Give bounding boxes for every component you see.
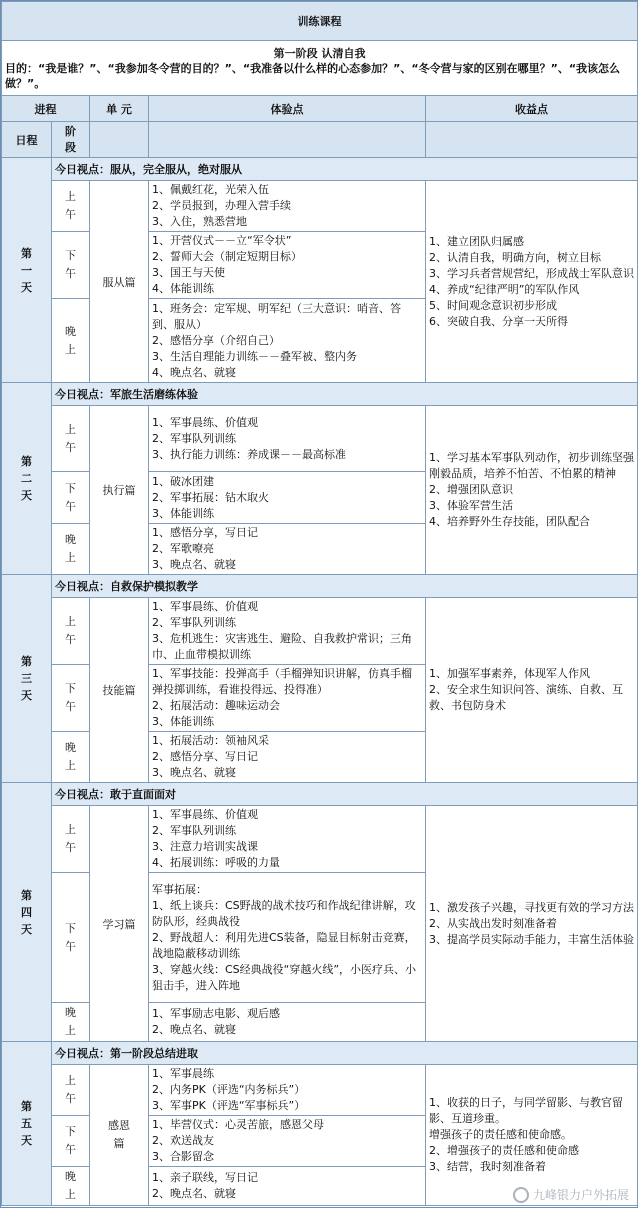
stage-title: 第一阶段 认清自我 bbox=[273, 47, 366, 60]
period-row bbox=[2, 806, 638, 873]
experience-item: 1、军事励志电影、观后感 bbox=[152, 1007, 280, 1020]
gain-item: 1、学习基本军事队列动作，初步训练坚强刚毅品质，培养不怕苦、不怕累的精神 bbox=[429, 451, 634, 480]
gains-list bbox=[426, 406, 638, 575]
period-label bbox=[52, 806, 90, 873]
experience-item: 4、体能训练 bbox=[152, 282, 214, 295]
experience-item: 1、纸上谈兵：CS野战的战术技巧和作战纪律讲解，攻防队形，经典战役 bbox=[152, 898, 416, 928]
period-row bbox=[2, 1065, 638, 1116]
experience-list bbox=[149, 181, 426, 232]
experience-item: 3、合影留念 bbox=[152, 1150, 214, 1163]
experience-list bbox=[149, 806, 426, 873]
experience-item: 2、誓师大会（制定短期目标） bbox=[152, 250, 302, 263]
period-label-text: 晚上 bbox=[65, 741, 76, 772]
period-label bbox=[52, 232, 90, 299]
experience-list bbox=[149, 524, 426, 575]
header-blank-3 bbox=[426, 122, 638, 158]
header-blank-2 bbox=[149, 122, 426, 158]
experience-list bbox=[149, 472, 426, 524]
experience-item: 1、开营仪式－－立“军令状” bbox=[152, 234, 292, 247]
unit-label: 执行篇 bbox=[90, 406, 149, 575]
day-viewpoint: 今日视点：自救保护模拟教学 bbox=[52, 575, 638, 598]
experience-item: 1、军事技能：投弹高手（手榴弹知识讲解，仿真手榴弹投掷训练，看谁投得远、投得准） bbox=[152, 667, 412, 696]
period-label-text: 下午 bbox=[65, 921, 76, 953]
gain-item: 2、增强团队意识 bbox=[429, 483, 513, 496]
period-label-text: 下午 bbox=[65, 481, 76, 513]
experience-item: 3、危机逃生：灾害逃生、避险、自我救护常识；三角巾、止血带模拟训练 bbox=[152, 632, 412, 661]
experience-item: 3、入住，熟悉营地 bbox=[152, 215, 247, 228]
course-table bbox=[1, 1, 638, 1206]
gain-item: 3、结营，我时刻准备着 bbox=[429, 1160, 546, 1173]
period-row bbox=[2, 181, 638, 232]
experience-item: 1、拓展活动：领袖风采 bbox=[152, 734, 269, 747]
experience-item: 2、欢送战友 bbox=[152, 1134, 214, 1147]
gains-list bbox=[426, 598, 638, 783]
experience-item: 2、军歌嘹亮 bbox=[152, 542, 214, 555]
day-viewpoint: 今日视点：服从，完全服从，绝对服从 bbox=[52, 158, 638, 181]
experience-item: 1、班务会：定军规、明军纪（三大意识：哨音、答到、服从） bbox=[152, 301, 401, 331]
day-label bbox=[2, 1042, 52, 1206]
gain-item: 1、激发孩子兴趣，寻找更有效的学习方法 bbox=[429, 900, 634, 914]
experience-list bbox=[149, 1167, 426, 1206]
day-view-row bbox=[2, 575, 638, 598]
period-label bbox=[52, 1116, 90, 1167]
gains-list bbox=[426, 806, 638, 1042]
period-label bbox=[52, 406, 90, 472]
experience-item: 1、军事晨练 bbox=[152, 1067, 214, 1080]
gain-item: 2、增强孩子的责任感和使命感 bbox=[429, 1144, 579, 1157]
header-gains: 收益点 bbox=[426, 96, 638, 122]
gain-item: 4、培养野外生存技能，团队配合 bbox=[429, 515, 590, 528]
period-label bbox=[52, 299, 90, 383]
experience-item: 1、感悟分享，写日记 bbox=[152, 526, 258, 539]
gain-item: 2、安全求生知识问答、演练、自救、互救、书包防身术 bbox=[429, 683, 623, 712]
day-viewpoint: 今日视点：第一阶段总结进取 bbox=[52, 1042, 638, 1065]
header-progress: 进程 bbox=[2, 96, 90, 122]
experience-item: 1、军事晨练、价值观 bbox=[152, 415, 258, 429]
experience-list bbox=[149, 873, 426, 1003]
period-label bbox=[52, 1167, 90, 1206]
day-label-text: 第四天 bbox=[21, 888, 32, 936]
header-unit: 单 元 bbox=[90, 96, 149, 122]
watermark bbox=[513, 1186, 629, 1203]
gain-item: 3、学习兵者营规营纪，形成战士军队意识 bbox=[429, 266, 634, 280]
experience-list bbox=[149, 299, 426, 383]
day-view-row bbox=[2, 1042, 638, 1065]
experience-item: 2、军事拓展：钻木取火 bbox=[152, 490, 269, 504]
experience-item: 3、晚点名、就寝 bbox=[152, 558, 236, 571]
experience-list bbox=[149, 406, 426, 472]
experience-item: 3、穿越火线：CS经典战役“穿越火线”，小医疗兵、小狙击手，进入阵地 bbox=[152, 962, 417, 992]
experience-item: 2、晚点名、就寝 bbox=[152, 1187, 236, 1200]
experience-item: 军事拓展： bbox=[152, 882, 207, 896]
watermark-text: 九峰银力户外拓展 bbox=[532, 1188, 629, 1202]
period-label bbox=[52, 1065, 90, 1116]
day-label-text: 第二天 bbox=[21, 455, 32, 502]
period-label-text: 上午 bbox=[65, 1074, 76, 1105]
period-label-text: 晚上 bbox=[65, 1170, 76, 1201]
period-row bbox=[2, 406, 638, 472]
gain-item: 2、从实战出发时刻准备着 bbox=[429, 916, 557, 930]
experience-item: 1、亲子联线，写日记 bbox=[152, 1171, 258, 1184]
experience-list bbox=[149, 598, 426, 665]
day-label bbox=[2, 383, 52, 575]
experience-item: 2、学员报到，办理入营手续 bbox=[152, 199, 291, 212]
experience-list bbox=[149, 1116, 426, 1167]
experience-item: 3、执行能力训练：养成课－－最高标准 bbox=[152, 447, 346, 461]
experience-item: 1、破冰团建 bbox=[152, 474, 214, 488]
period-label-text: 晚上 bbox=[65, 1006, 76, 1037]
day-label-text: 第一天 bbox=[21, 246, 32, 294]
period-label bbox=[52, 732, 90, 783]
experience-list bbox=[149, 1065, 426, 1116]
day-label bbox=[2, 158, 52, 383]
header-day: 日程 bbox=[2, 122, 52, 158]
period-label-text: 上午 bbox=[65, 190, 76, 221]
gain-item: 1、收获的日子，与同学留影、与教官留影、互道珍重。 bbox=[429, 1096, 623, 1125]
experience-list bbox=[149, 665, 426, 732]
stage-goal-cell bbox=[2, 41, 638, 96]
gain-item: 3、体验军营生活 bbox=[429, 499, 513, 512]
gain-item: 1、加强军事素养，体现军人作风 bbox=[429, 667, 590, 680]
period-label-text: 下午 bbox=[65, 682, 76, 713]
stage-goal: 目的：“我是谁？”、“我参加冬令营的目的？”、“我准备以什么样的心态参加？”、“冬令营与家的区别在哪里？”、“我该怎么做？”。 bbox=[5, 62, 621, 90]
gain-item: 增强孩子的责任感和使命感。 bbox=[429, 1128, 572, 1141]
gain-item: 6、突破自我、分享一天所得 bbox=[429, 314, 568, 328]
experience-item: 3、国王与天使 bbox=[152, 266, 225, 279]
gains-list bbox=[426, 181, 638, 383]
header-blank-1 bbox=[90, 122, 149, 158]
experience-item: 2、内务PK（评选“内务标兵”） bbox=[152, 1083, 306, 1096]
experience-list bbox=[149, 732, 426, 783]
period-label bbox=[52, 665, 90, 732]
header-experience: 体验点 bbox=[149, 96, 426, 122]
header-phase-text: 阶段 bbox=[65, 124, 76, 154]
gain-item: 3、提高学员实际动手能力，丰富生活体验 bbox=[429, 932, 634, 946]
day-label bbox=[2, 575, 52, 783]
day-view-row bbox=[2, 383, 638, 406]
day-view-row bbox=[2, 158, 638, 181]
period-label bbox=[52, 598, 90, 665]
unit-label: 服从篇 bbox=[90, 181, 149, 383]
wechat-logo-icon bbox=[513, 1187, 529, 1203]
gain-item: 1、建立团队归属感 bbox=[429, 234, 524, 248]
day-label bbox=[2, 783, 52, 1042]
experience-item: 2、野战超人：利用先进CS装备，隐显目标射击竞赛，战地隐蔽移动训练 bbox=[152, 930, 416, 960]
experience-item: 2、拓展活动：趣味运动会 bbox=[152, 699, 280, 712]
period-label-text: 上午 bbox=[65, 422, 76, 454]
experience-item: 1、军事晨练、价值观 bbox=[152, 808, 258, 821]
header-phase bbox=[52, 122, 90, 158]
day-viewpoint: 今日视点：敢于直面面对 bbox=[52, 783, 638, 806]
period-label-text: 晚上 bbox=[65, 324, 76, 356]
experience-item: 2、晚点名、就寝 bbox=[152, 1023, 236, 1036]
experience-item: 2、军事队列训练 bbox=[152, 824, 236, 837]
experience-item: 3、军事PK（评选“军事标兵”） bbox=[152, 1099, 306, 1112]
experience-item: 3、体能训练 bbox=[152, 715, 214, 728]
experience-item: 3、生活自理能力训练－－叠军被、整内务 bbox=[152, 349, 357, 363]
period-label-text: 下午 bbox=[65, 1125, 76, 1156]
period-label bbox=[52, 873, 90, 1003]
gain-item: 5、时间观念意识初步形成 bbox=[429, 298, 557, 312]
experience-item: 2、军事队列训练 bbox=[152, 431, 236, 445]
unit-label: 感恩篇 bbox=[90, 1065, 149, 1206]
period-label bbox=[52, 524, 90, 575]
period-label-text: 晚上 bbox=[65, 533, 76, 564]
experience-item: 1、佩戴红花，光荣入伍 bbox=[152, 183, 269, 196]
experience-item: 2、感悟分享、写日记 bbox=[152, 750, 258, 763]
period-label bbox=[52, 181, 90, 232]
period-row bbox=[2, 598, 638, 665]
unit-label: 技能篇 bbox=[90, 598, 149, 783]
unit-label: 学习篇 bbox=[90, 806, 149, 1042]
experience-item: 3、晚点名、就寝 bbox=[152, 766, 236, 779]
experience-item: 3、注意力培训实战课 bbox=[152, 840, 258, 853]
experience-item: 1、毕营仪式：心灵苦旅，感恩父母 bbox=[152, 1118, 324, 1131]
experience-item: 1、军事晨练、价值观 bbox=[152, 600, 258, 613]
day-label-text: 第三天 bbox=[21, 655, 32, 702]
experience-item: 3、体能训练 bbox=[152, 506, 214, 520]
experience-item: 4、拓展训练：呼吸的力量 bbox=[152, 856, 280, 869]
period-label-text: 上午 bbox=[65, 615, 76, 646]
day-label-text: 第五天 bbox=[21, 1100, 32, 1147]
gain-item: 4、养成“纪律严明”的军队作风 bbox=[429, 282, 580, 296]
experience-list bbox=[149, 1003, 426, 1042]
period-label-text: 上午 bbox=[65, 823, 76, 854]
experience-item: 2、军事队列训练 bbox=[152, 616, 236, 629]
document-title: 训练课程 bbox=[2, 2, 638, 41]
period-label bbox=[52, 472, 90, 524]
gain-item: 2、认清自我，明确方向，树立目标 bbox=[429, 250, 601, 264]
day-viewpoint: 今日视点：军旅生活磨练体验 bbox=[52, 383, 638, 406]
experience-item: 4、晚点名、就寝 bbox=[152, 365, 236, 379]
period-label bbox=[52, 1003, 90, 1042]
period-label-text: 下午 bbox=[65, 249, 76, 280]
day-view-row bbox=[2, 783, 638, 806]
experience-list bbox=[149, 232, 426, 299]
experience-item: 2、感悟分享（介绍自己） bbox=[152, 333, 280, 347]
gains-list bbox=[426, 1065, 638, 1206]
